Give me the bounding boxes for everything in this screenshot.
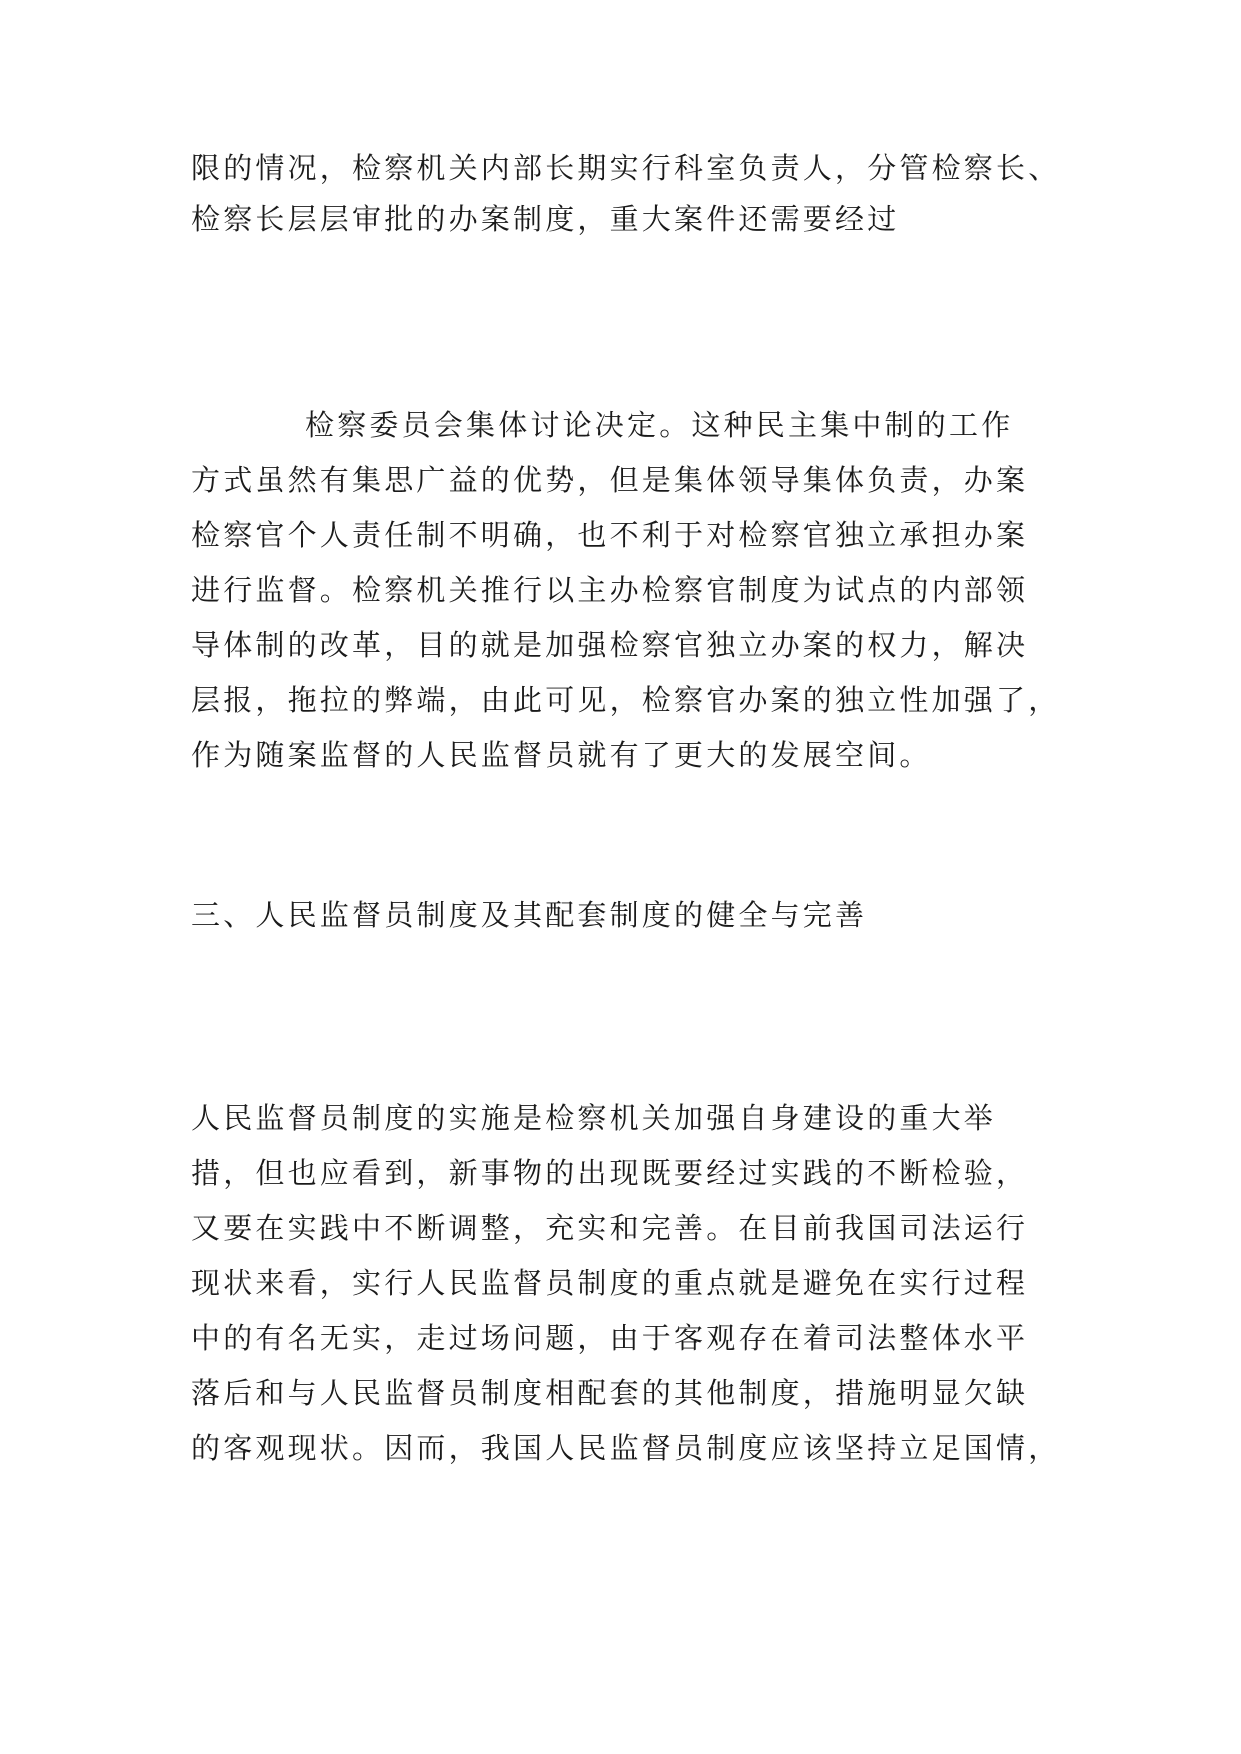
paragraph-line: 措，但也应看到，新事物的出现既要经过实践的不断检验， [191,1156,1029,1190]
paragraph-line: 又要在实践中不断调整，充实和完善。在目前我国司法运行 [191,1211,1029,1245]
paragraph-line: 人民监督员制度的实施是检察机关加强自身建设的重大举 [191,1101,997,1135]
section-heading: 三、人民监督员制度及其配套制度的健全与完善 [191,898,868,932]
paragraph-line: 限的情况，检察机关内部长期实行科室负责人，分管检察长、 [191,151,1061,185]
paragraph-line: 检察长层层审批的办案制度，重大案件还需要经过 [191,202,900,236]
paragraph-line: 作为随案监督的人民监督员就有了更大的发展空间。 [191,738,932,772]
paragraph-line: 导体制的改革，目的就是加强检察官独立办案的权力，解决 [191,628,1029,662]
paragraph-line: 现状来看，实行人民监督员制度的重点就是避免在实行过程 [191,1266,1029,1300]
paragraph-line: 层报，拖拉的弊端，由此可见，检察官办案的独立性加强了， [191,683,1061,717]
paragraph-line: 检察官个人责任制不明确，也不利于对检察官独立承担办案 [191,518,1029,552]
paragraph-line: 检察委员会集体讨论决定。这种民主集中制的工作 [305,408,1014,442]
paragraph-line: 方式虽然有集思广益的优势，但是集体领导集体负责，办案 [191,463,1029,497]
paragraph-line: 进行监督。检察机关推行以主办检察官制度为试点的内部领 [191,573,1029,607]
paragraph-line: 中的有名无实，走过场问题，由于客观存在着司法整体水平 [191,1321,1029,1355]
paragraph-line: 落后和与人民监督员制度相配套的其他制度，措施明显欠缺 [191,1376,1029,1410]
paragraph-line: 的客观现状。因而，我国人民监督员制度应该坚持立足国情， [191,1431,1061,1465]
